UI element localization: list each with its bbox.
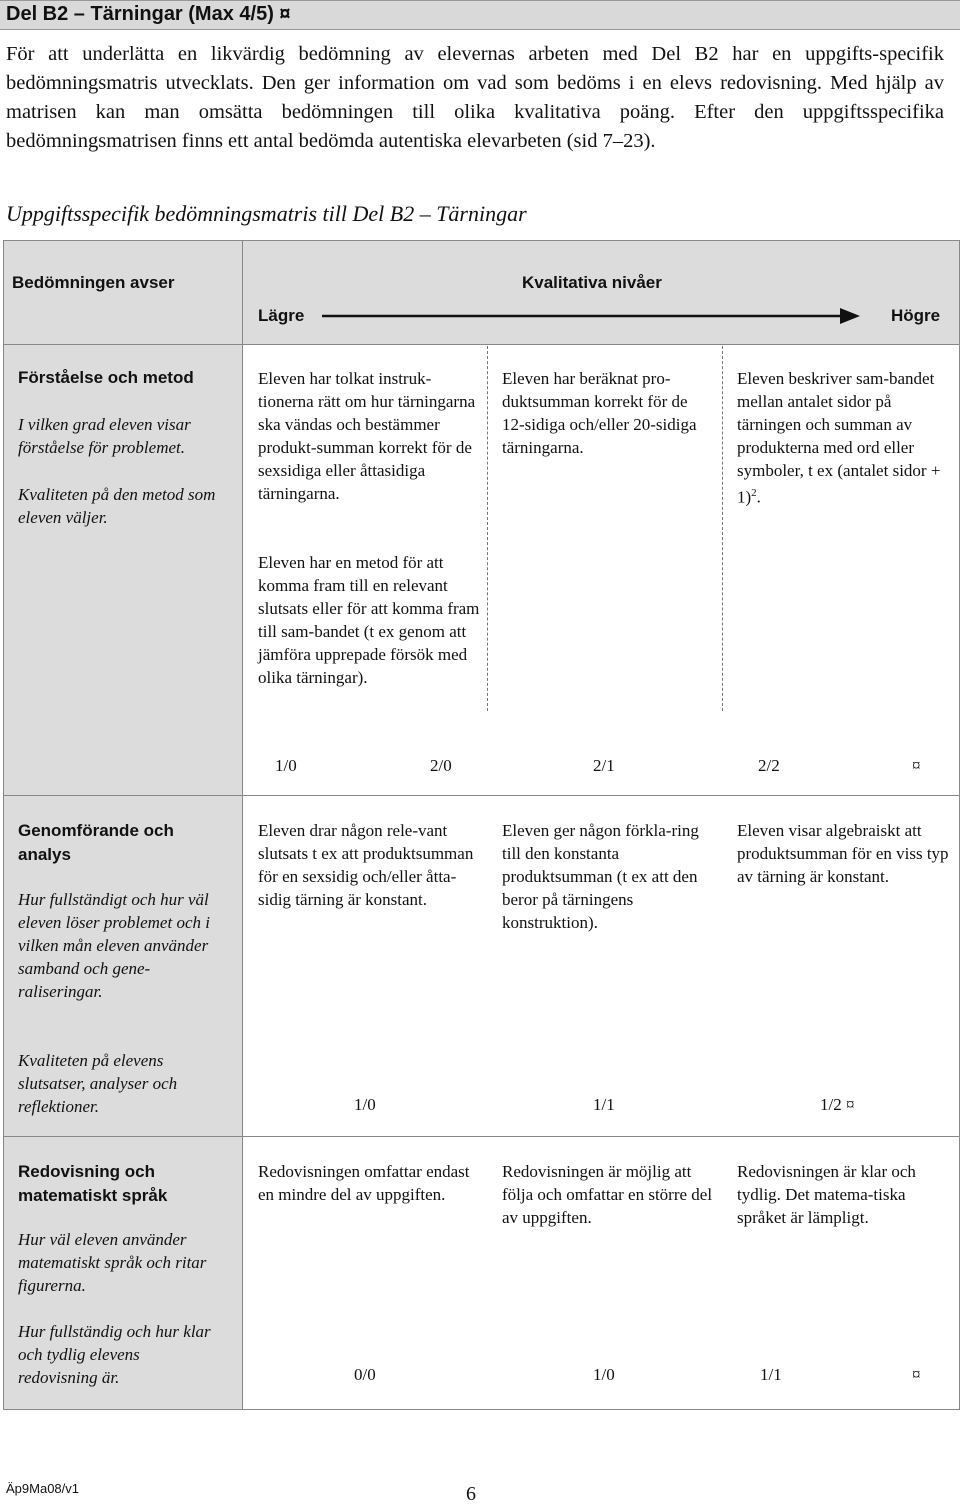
level-divider <box>722 346 723 711</box>
matrix-subtitle: Uppgiftsspecifik bedömningsmatris till Del B2 – Tärningar <box>6 201 527 226</box>
intro-paragraph: För att underlätta en likvärdig bedömning av elevernas arbeten med Del B2 har en uppgifts-specifik bedömningsmatris utvecklats. Den ger information om vad som bedöms i en elevs redovisning. Med hjälp av matrisen kan man omsätta bedömningen till olika kvalitativa poäng. Efter den uppgiftsspecifika bedömningsmatrisen finns ett antal bedömda autentiska elevarbeten (sid 7–23). <box>6 43 944 152</box>
section-heading: Del B2 – Tärningar (Max 4/5) ¤ <box>6 3 291 25</box>
level-description: Redovisningen är möjlig att följa och omfattar en större del av uppgiften. <box>502 1162 713 1227</box>
label-higher: Högre <box>891 306 941 325</box>
criterion-title-presentation: Redovisning och matematiskt språk <box>18 1162 168 1205</box>
criterion-title-understanding: Förståelse och metod <box>18 368 194 387</box>
criterion-description: Hur fullständig och hur klar och tydlig elevens redovisning är. <box>18 1322 211 1387</box>
level-description: Eleven drar någon rele-vant slutsats t ex att produktsumman för en sexsidig och/eller åtta-sidig tärning är konstant. <box>258 821 474 909</box>
level-description: Eleven har beräknat pro-duktsumman korrekt för de 12-sidiga och/eller 20-sidiga tärningarna. <box>502 369 697 457</box>
criterion-title-execution: Genomförande och analys <box>18 821 174 864</box>
row-divider <box>4 344 959 345</box>
label-lower: Lägre <box>258 306 305 325</box>
criterion-description: Hur väl eleven använder matematiskt språk och ritar figurerna. <box>18 1230 207 1295</box>
score-value: 1/0 <box>275 756 297 775</box>
row-divider <box>4 795 959 796</box>
level-description: Eleven beskriver sam-bandet mellan antalet sidor på tärningen och summan av produkterna med ord eller symboler, t ex (antalet sidor + 1)$^2$. <box>737 369 941 507</box>
row-divider <box>4 1136 959 1137</box>
currency-sign-icon: ¤ <box>912 756 921 775</box>
page-number: 6 <box>466 1483 476 1505</box>
score-value: 0/0 <box>354 1365 376 1384</box>
score-value: 2/0 <box>430 756 452 775</box>
level-description: Eleven har en metod för att komma fram till en relevant slutsats eller för att komma fram till sam-bandet (t ex genom att jämföra upprepade försök med olika tärningar). <box>258 553 480 687</box>
criterion-description: Hur fullständigt och hur väl eleven löser problemet och i vilken mån eleven använder samband och gene-raliseringar. <box>18 890 210 1001</box>
level-description: Eleven visar algebraiskt att produktsumman för en viss typ av tärning är konstant. <box>737 821 949 886</box>
score-value: 1/2 ¤ <box>820 1095 855 1114</box>
level-description: Eleven ger någon förkla-ring till den konstanta produktsumman (t ex att den beror på tärningens konstruktion). <box>502 821 699 932</box>
level-divider <box>487 346 488 711</box>
currency-sign-icon: ¤ <box>912 1365 921 1384</box>
document-code: Äp9Ma08/v1 <box>6 1481 79 1496</box>
criterion-description: Kvaliteten på den metod som eleven väljer. <box>18 485 216 527</box>
score-value: 2/1 <box>593 756 615 775</box>
criterion-description: Kvaliteten på elevens slutsatser, analyser och reflektioner. <box>18 1051 178 1116</box>
level-description: Redovisningen omfattar endast en mindre del av uppgiften. <box>258 1162 470 1204</box>
score-value: 1/0 <box>354 1095 376 1114</box>
score-value: 2/2 <box>758 756 780 775</box>
level-description: Eleven har tolkat instruk-tionerna rätt om hur tärningarna ska vändas och bestämmer produkt-summan korrekt för de sexsidiga eller åttasidiga tärningarna. <box>258 369 476 503</box>
criterion-description: I vilken grad eleven visar förståelse för problemet. <box>18 415 191 457</box>
level-description: Redovisningen är klar och tydlig. Det matema-tiska språket är lämpligt. <box>737 1162 916 1227</box>
column-divider <box>242 241 243 1409</box>
score-value: 1/1 <box>593 1095 615 1114</box>
score-value: 1/1 <box>760 1365 782 1384</box>
column-header-levels: Kvalitativa nivåer <box>522 273 662 292</box>
column-header-assessment: Bedömningen avser <box>12 273 175 292</box>
score-value: 1/0 <box>593 1365 615 1384</box>
level-arrow-icon <box>322 306 862 326</box>
